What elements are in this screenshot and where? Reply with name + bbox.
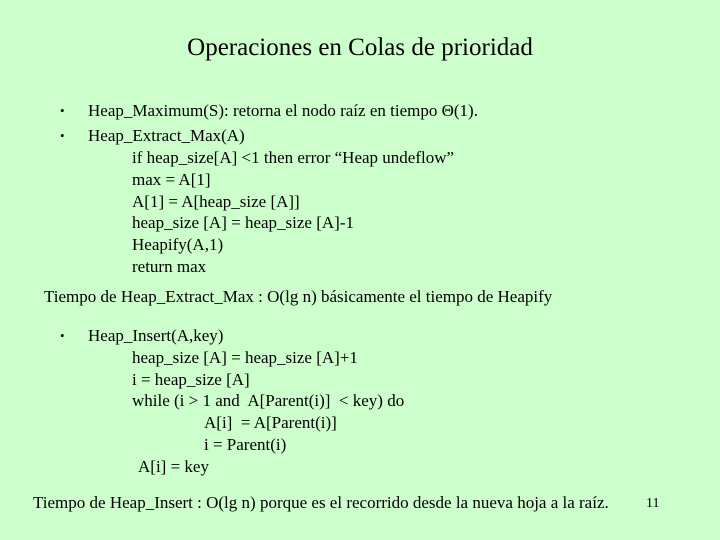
insert-code-line-4: A[i] = A[Parent(i)] bbox=[204, 413, 337, 432]
extract-code-line-2: max = A[1] bbox=[132, 170, 211, 189]
bullet-heap-insert: • bbox=[60, 328, 65, 343]
insert-code-line-3: while (i > 1 and A[Parent(i)] < key) do bbox=[132, 391, 405, 410]
insert-code-line-5: i = Parent(i) bbox=[204, 435, 287, 454]
extract-code-line-3: A[1] = A[heap_size [A]] bbox=[132, 192, 300, 211]
extract-code-line-5: Heapify(A,1) bbox=[132, 235, 224, 254]
bullet-heap-extract-max: • bbox=[60, 128, 65, 143]
insert-code-line-1: heap_size [A] = heap_size [A]+1 bbox=[132, 348, 358, 367]
extract-max-complexity-note: Tiempo de Heap_Extract_Max : O(lg n) básicamente el tiempo de Heapify bbox=[44, 287, 553, 306]
heap-maximum-text: Heap_Maximum(S): retorna el nodo raíz en tiempo Θ(1). bbox=[88, 101, 478, 120]
insert-complexity-note: Tiempo de Heap_Insert : O(lg n) porque es el recorrido desde la nueva hoja a la raíz. bbox=[33, 493, 609, 512]
extract-code-line-4: heap_size [A] = heap_size [A]-1 bbox=[132, 213, 354, 232]
insert-code-line-6: A[i] = key bbox=[138, 457, 209, 476]
page-number: 11 bbox=[646, 496, 660, 511]
heap-insert-header: Heap_Insert(A,key) bbox=[88, 326, 224, 345]
insert-code-line-2: i = heap_size [A] bbox=[132, 370, 250, 389]
bullet-heap-maximum: • bbox=[60, 103, 65, 118]
extract-code-line-6: return max bbox=[132, 257, 207, 276]
heap-extract-max-header: Heap_Extract_Max(A) bbox=[88, 126, 245, 145]
slide-title: Operaciones en Colas de prioridad bbox=[187, 34, 533, 61]
extract-code-line-1: if heap_size[A] <1 then error “Heap undeflow” bbox=[132, 148, 455, 167]
